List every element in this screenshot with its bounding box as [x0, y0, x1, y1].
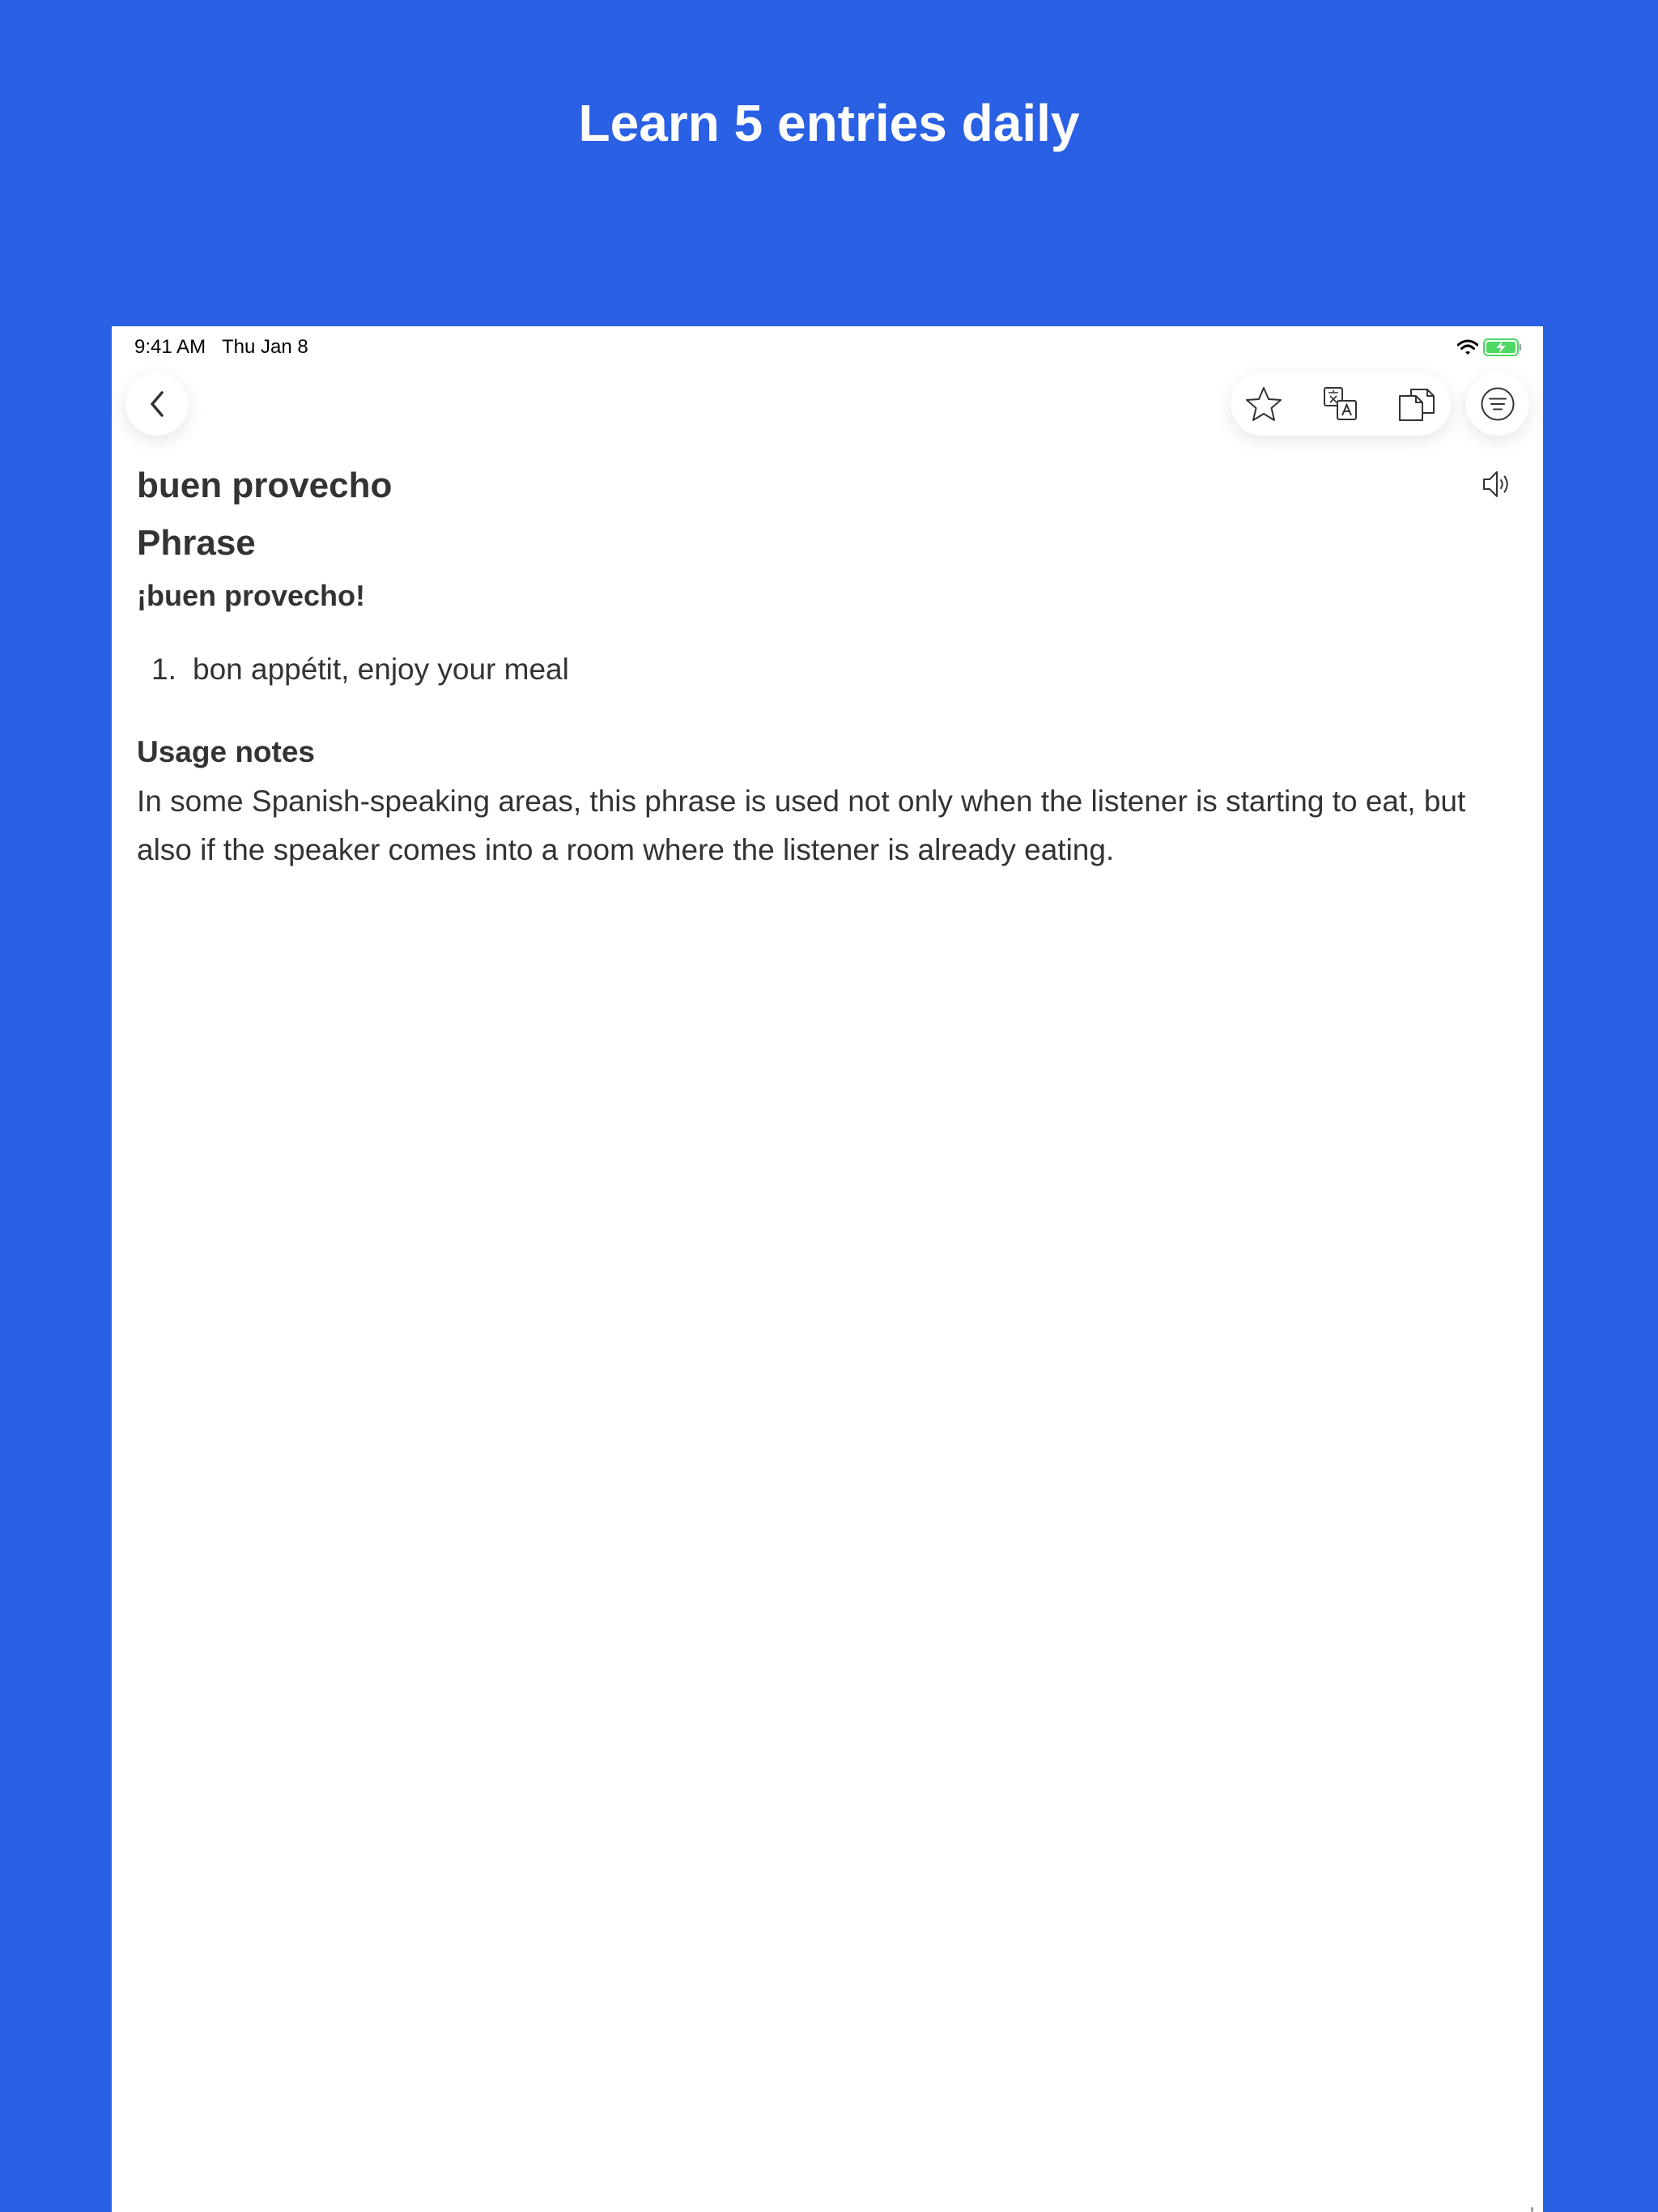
- battery-charging-icon: [1483, 338, 1522, 356]
- back-button[interactable]: [125, 372, 189, 436]
- promo-title: Learn 5 entries daily: [578, 94, 1080, 152]
- menu-button[interactable]: [1466, 372, 1529, 436]
- part-of-speech: Phrase: [137, 523, 256, 563]
- chevron-left-icon: [147, 389, 168, 419]
- example-phrase: ¡buen provecho!: [137, 579, 366, 612]
- status-bar: [112, 326, 1543, 367]
- device-screen: [112, 326, 1543, 2212]
- sense-list: [137, 651, 1521, 688]
- usage-notes-text: In some Spanish-speaking areas, this phrase is used not only when the listener is starting to eat, but also if the speaker comes into a room where the listener is already eating.: [137, 785, 1466, 866]
- sense-text: bon appétit, enjoy your meal: [193, 653, 569, 686]
- copy-icon: [1398, 385, 1435, 423]
- headword: buen provecho: [137, 466, 393, 505]
- toolbar-group: [1231, 372, 1451, 436]
- scroll-indicator[interactable]: [1531, 2207, 1533, 2212]
- copy-button[interactable]: [1384, 372, 1449, 436]
- translate-button[interactable]: [1308, 372, 1373, 436]
- star-icon: [1244, 385, 1283, 423]
- sense-item: [137, 651, 1521, 688]
- status-date: Thu Jan 8: [222, 336, 308, 358]
- dictionary-entry: [137, 464, 1521, 874]
- usage-notes-heading: Usage notes: [137, 735, 316, 768]
- sense-number: 1.: [151, 653, 176, 686]
- wifi-icon: [1457, 339, 1478, 355]
- translate-icon: [1323, 386, 1358, 422]
- menu-icon: [1480, 386, 1516, 422]
- status-time: 9:41 AM: [134, 336, 206, 358]
- favorite-button[interactable]: [1231, 372, 1296, 436]
